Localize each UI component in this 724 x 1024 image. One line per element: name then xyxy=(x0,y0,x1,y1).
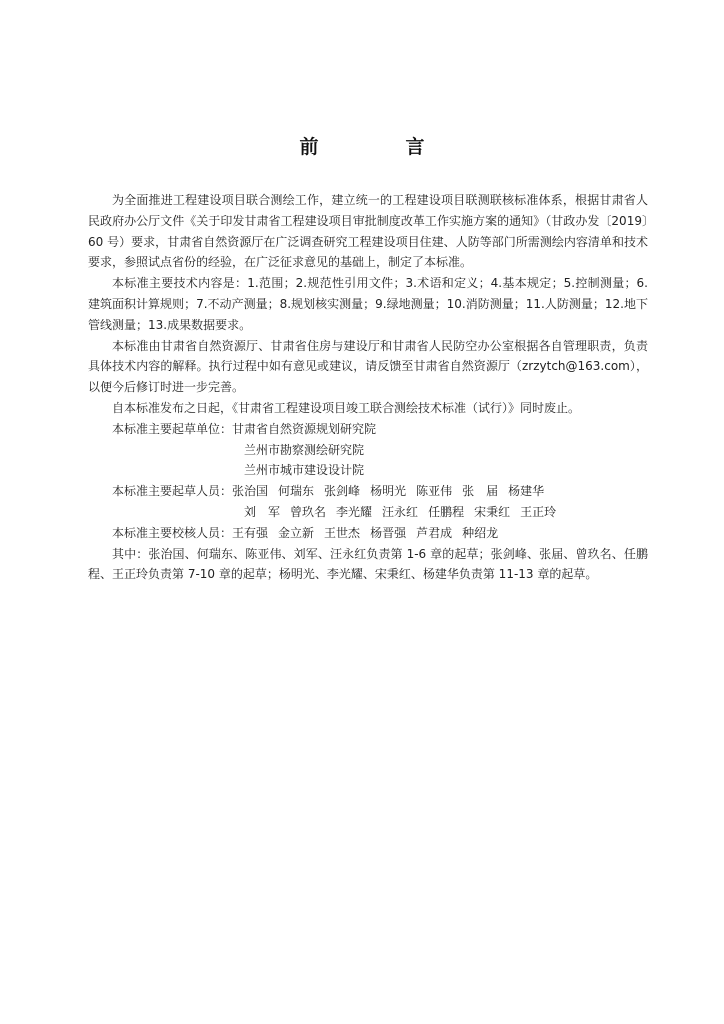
page-title: 前 言 xyxy=(299,136,459,158)
intro-paragraph: 为全面推进工程建设项目联合测绘工作，建立统一的工程建设项目联测联核标准体系，根据甘肃省人民政府办公厅文件《关于印发甘肃省工程建设项目审批制度改革工作实施方案的通知》（甘政办发〔2019〕60 号）要求，甘肃省自然资源厅在广泛调查研究工程建设项目住建、人防等部门所需测绘内容清单和技术要求，参照试点省份的经验，在广泛征求意见的基础上，制定了本标准。 xyxy=(88,193,648,270)
reviewers-names xyxy=(232,523,498,544)
drafting-units-row xyxy=(88,440,648,461)
drafting-units-label: 本标准主要起草单位： xyxy=(112,421,233,436)
drafter-name: 张剑峰 xyxy=(324,484,361,499)
reviewers-row xyxy=(88,523,648,544)
drafter-name: 任鹏程 xyxy=(428,504,465,519)
reviewer-name: 种绍龙 xyxy=(462,525,499,540)
drafters-names xyxy=(244,502,556,523)
drafter-name: 张治国 xyxy=(232,484,269,499)
division-of-work-paragraph: 其中：张治国、何瑞东、陈亚伟、刘军、汪永红负责第 1-6 章的起草；张剑峰、张届、曾玖名、任鹏程、王正玲负责第 7-10 章的起草；杨明光、李光耀、宋秉红、杨建华负责第 11-13 章的起草。 xyxy=(88,546,648,582)
drafter-name: 李光耀 xyxy=(336,504,373,519)
reviewer-name: 芦君成 xyxy=(416,525,453,540)
drafter-name: 杨建华 xyxy=(508,484,545,499)
reviewer-name: 金立新 xyxy=(278,525,315,540)
responsibility-paragraph: 本标准由甘肃省自然资源厅、甘肃省住房与建设厅和甘肃省人民防空办公室根据各自管理职责，负责具体技术内容的解释。执行过程中如有意见或建议，请反馈至甘肃省自然资源厅（zrzytch@163.com），以便今后修订时进一步完善。 xyxy=(88,338,648,395)
drafter-name: 宋秉红 xyxy=(474,504,511,519)
drafting-unit: 兰州市城市建设设计院 xyxy=(244,463,365,478)
drafters-row xyxy=(88,481,648,502)
drafters-label: 本标准主要起草人员： xyxy=(112,484,233,499)
drafter-name: 曾玖名 xyxy=(290,504,327,519)
drafters-row xyxy=(88,502,648,523)
supersede-paragraph: 自本标准发布之日起，《甘肃省工程建设项目竣工联合测绘技术标准（试行）》同时废止。 xyxy=(112,400,581,415)
drafter-name: 张 届 xyxy=(462,484,499,499)
drafting-unit: 兰州市勘察测绘研究院 xyxy=(244,442,365,457)
drafter-name: 王正玲 xyxy=(520,504,557,519)
drafter-name: 汪永红 xyxy=(382,504,419,519)
drafter-name: 杨明光 xyxy=(370,484,407,499)
technical-content-paragraph: 本标准主要技术内容是：1.范围；2.规范性引用文件；3.术语和定义；4.基本规定；5.控制测量；6.建筑面积计算规则；7.不动产测量；8.规划核实测量；9.绿地测量；10.消防测量；11.人防测量；12.地下管线测量；13.成果数据要求。 xyxy=(88,276,648,332)
reviewer-name: 王有强 xyxy=(232,525,269,540)
drafter-name: 何瑞东 xyxy=(278,484,315,499)
reviewer-name: 王世杰 xyxy=(324,525,361,540)
preface-body xyxy=(88,190,648,585)
reviewers-label: 本标准主要校核人员： xyxy=(112,525,233,540)
reviewer-name: 杨晋强 xyxy=(370,525,407,540)
drafting-units-row xyxy=(88,419,648,440)
drafters-names xyxy=(232,481,544,502)
drafting-unit: 甘肃省自然资源规划研究院 xyxy=(232,421,377,436)
drafting-units-row xyxy=(88,460,648,481)
drafter-name: 刘 军 xyxy=(244,504,281,519)
drafter-name: 陈亚伟 xyxy=(416,484,453,499)
